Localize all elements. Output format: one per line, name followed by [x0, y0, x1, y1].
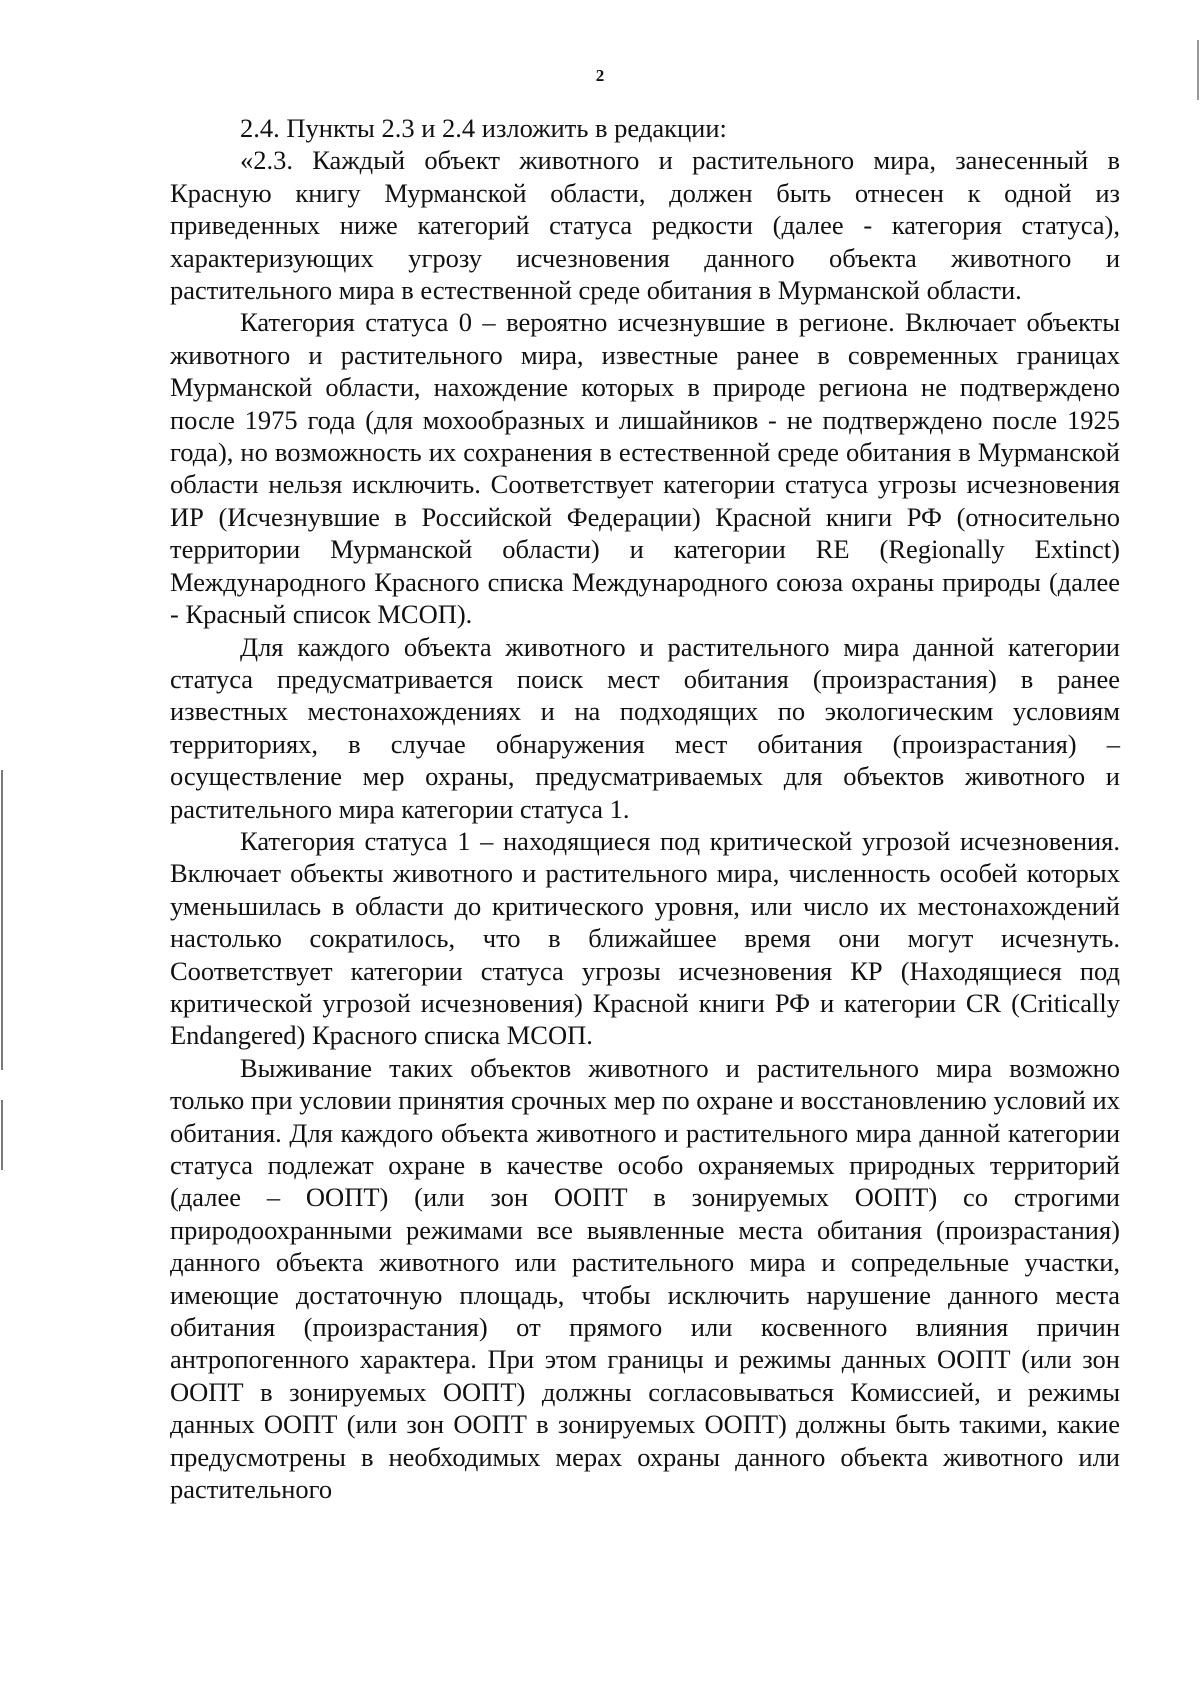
paragraph-category-1-measures: Выживание таких объектов животного и растительного мира возможно только при условии принятия срочных мер по охране и восстановлению условий их обитания. Для каждого объекта животного и растительного мира данной категории статуса подлежат охране в качестве особо охраняемых природных территорий (далее – ООПТ) (или зон ООПТ в зонируемых ООПТ) со строгими природоохранными режимами все выявленные места обитания (произрастания) данного объекта животного или растительного мира и сопредельные участки, имеющие достаточную площадь, чтобы исключить нарушение данного места обитания (произрастания) от прямого или косвенного влияния причин антропогенного характера. При этом границы и режимы данных ООПТ (или зон ООПТ в зонируемых ООПТ) должны согласовываться Комиссией, и режимы данных ООПТ (или зон ООПТ в зонируемых ООПТ) должны быть такими, какие предусмотрены в необходимых мерах охраны данного объекта животного или растительного	[170, 1052, 1120, 1505]
paragraph-category-0-measures: Для каждого объекта животного и растительного мира данной категории статуса предусматривается поиск мест обитания (произрастания) в ранее известных местонахождениях и на подходящих по экологическим условиям территориях, в случае обнаружения мест обитания (произрастания) – осуществление мер охраны, предусматриваемых для объектов животного и растительного мира категории статуса 1.	[170, 631, 1120, 824]
page-number: 2	[595, 66, 605, 85]
paragraph-category-0: Категория статуса 0 – вероятно исчезнувшие в регионе. Включает объекты животного и растительного мира, известные ранее в современных границах Мурманской области, нахождение которых в природе региона не подтверждено после 1975 года (для мохообразных и лишайников - не подтверждено после 1925 года), но возможность их сохранения в естественной среде обитания в Мурманской области нельзя исключить. Соответствует категории статуса угрозы исчезновения ИР (Исчезнувшие в Российской Федерации) Красной книги РФ (относительно территории Мурманской области) и категории RE (Regionally Extinct) Международного Красного списка Международного союза охраны природы (далее - Красный список МСОП).	[170, 307, 1120, 630]
scan-edge-mark	[1, 770, 3, 1070]
scan-edge-mark	[1, 1100, 3, 1170]
paragraph-category-1: Категория статуса 1 – находящиеся под критической угрозой исчезновения. Включает объекты животного и растительного мира, численность особей которых уменьшилась в области до критического уровня, или число их местонахождений настолько сократилось, что в ближайшее время они могут исчезнуть. Соответствует категории статуса угрозы исчезновения КР (Находящиеся под критической угрозой исчезновения) Красной книги РФ и категории CR (Critically Endangered) Красного списка МСОП.	[170, 825, 1120, 1051]
paragraph-clause-2-3: «2.3. Каждый объект животного и растительного мира, занесенный в Красную книгу Мурманской области, должен быть отнесен к одной из приведенных ниже категорий статуса редкости (далее - категория статуса), характеризующих угрозу исчезновения данного объекта животного и растительного мира в естественной среде обитания в Мурманской области.	[170, 145, 1120, 306]
document-body	[170, 112, 1120, 1505]
paragraph-amendment-intro: 2.4. Пункты 2.3 и 2.4 изложить в редакции:	[240, 113, 727, 143]
